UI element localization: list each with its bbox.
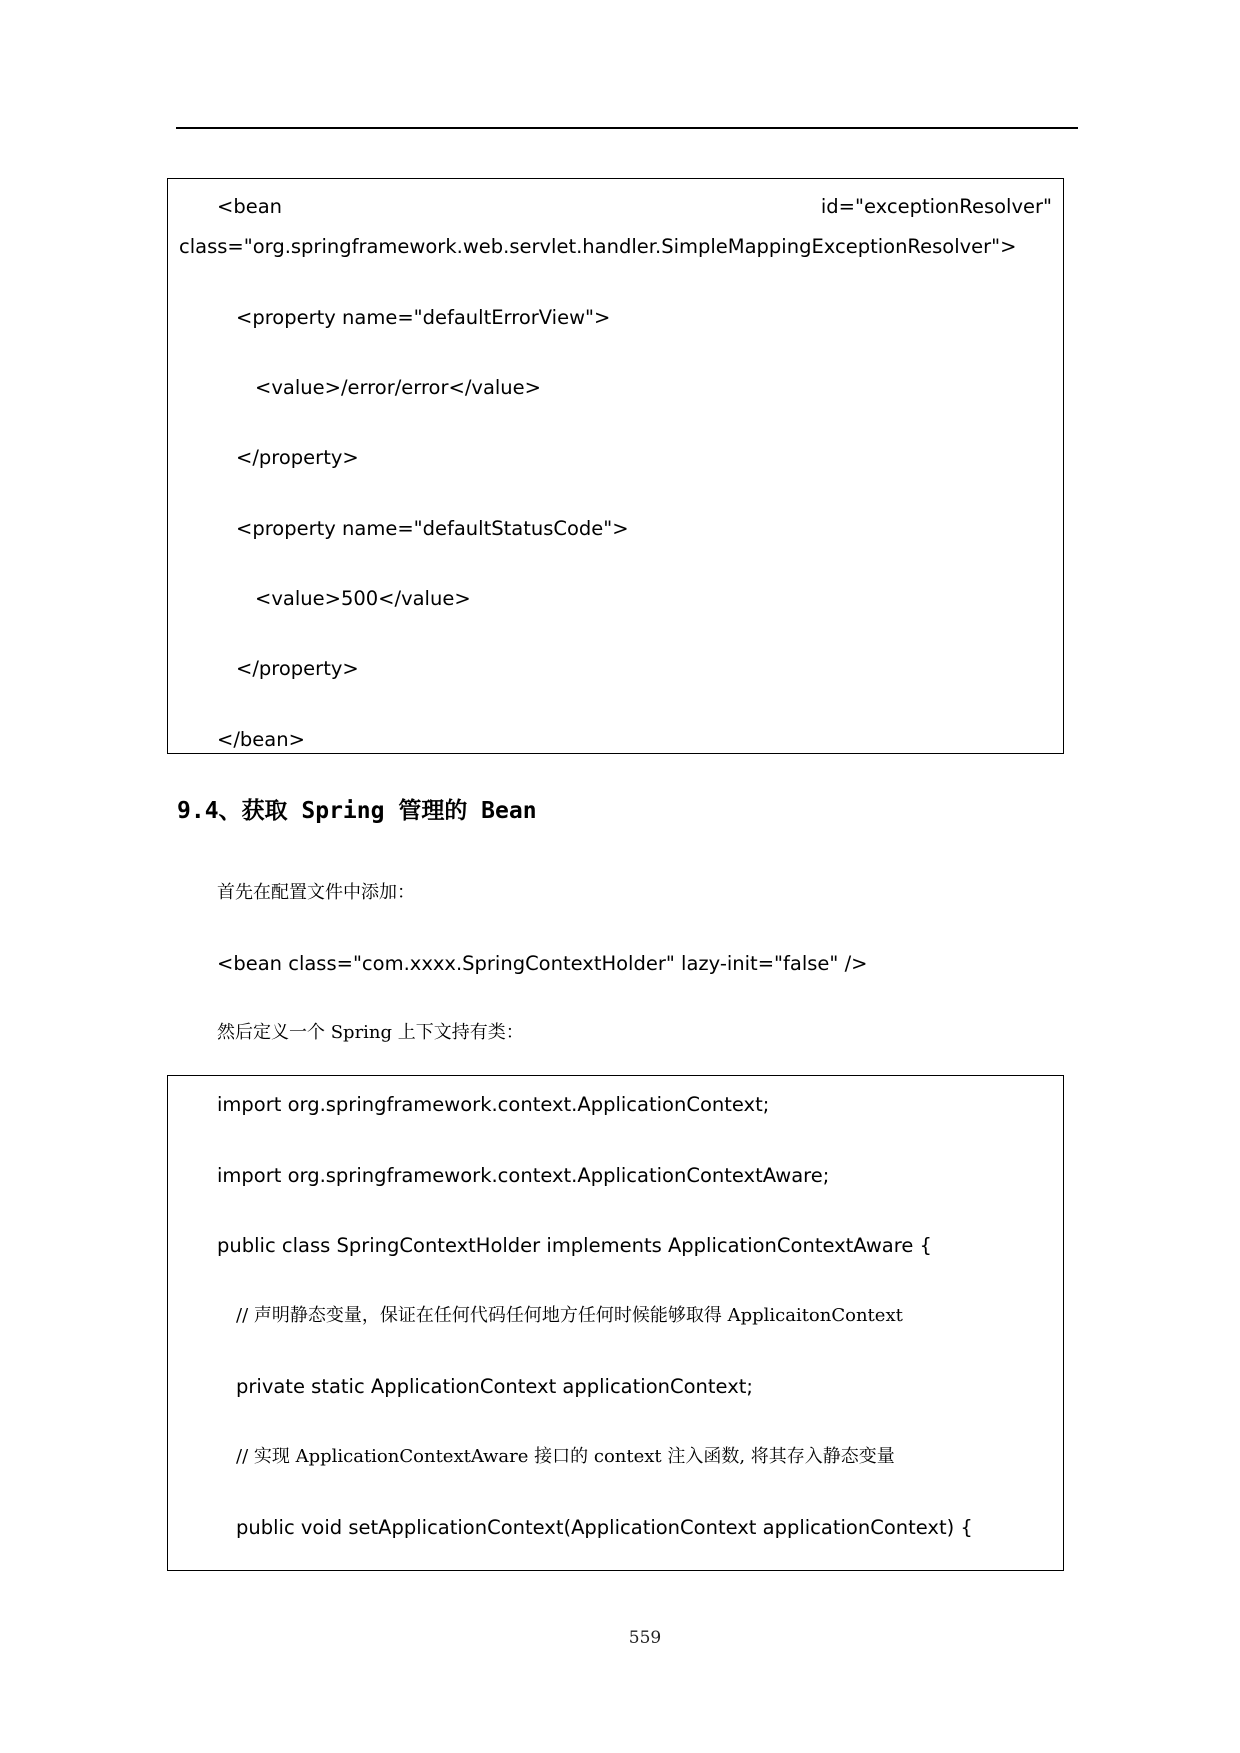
- followup-text: 然后定义一个 Spring 上下文持有类：: [217, 1022, 524, 1043]
- code-line: public void setApplicationContext(ApplicationContext applicationContext) {: [236, 1516, 973, 1539]
- code-line: <property name="defaultStatusCode">: [236, 517, 629, 540]
- code-line: import org.springframework.context.ApplicationContext;: [217, 1093, 770, 1116]
- code-comment: // 声明静态变量，保证在任何代码任何地方任何时候能够取得 ApplicaitonContext: [236, 1305, 903, 1326]
- code-line: <value>500</value>: [255, 587, 471, 610]
- code-line: class="org.springframework.web.servlet.handler.SimpleMappingExceptionResolver">: [179, 235, 1017, 258]
- java-code-box: [167, 1075, 1064, 1571]
- code-line: private static ApplicationContext applicationContext;: [236, 1375, 753, 1398]
- page-number: 559: [628, 1628, 662, 1648]
- code-line: import org.springframework.context.ApplicationContextAware;: [217, 1164, 830, 1187]
- header-rule: [176, 127, 1078, 129]
- code-line: public class SpringContextHolder implements ApplicationContextAware {: [217, 1234, 932, 1257]
- bean-declaration: <bean class="com.xxxx.SpringContextHolder" lazy-init="false" />: [217, 952, 868, 975]
- code-line: <value>/error/error</value>: [255, 376, 542, 399]
- code-line: <property name="defaultErrorView">: [236, 306, 611, 329]
- code-line: id="exceptionResolver": [820, 195, 1052, 218]
- intro-text: 首先在配置文件中添加：: [217, 882, 415, 903]
- code-comment: // 实现 ApplicationContextAware 接口的 context 注入函数, 将其存入静态变量: [236, 1446, 895, 1467]
- code-line: </property>: [236, 446, 359, 469]
- code-line: </bean>: [217, 728, 305, 751]
- section-heading: 9.4、获取 Spring 管理的 Bean: [177, 798, 537, 824]
- code-line: </property>: [236, 657, 359, 680]
- code-line: <bean: [217, 195, 283, 218]
- xml-config-code-box: [167, 178, 1064, 754]
